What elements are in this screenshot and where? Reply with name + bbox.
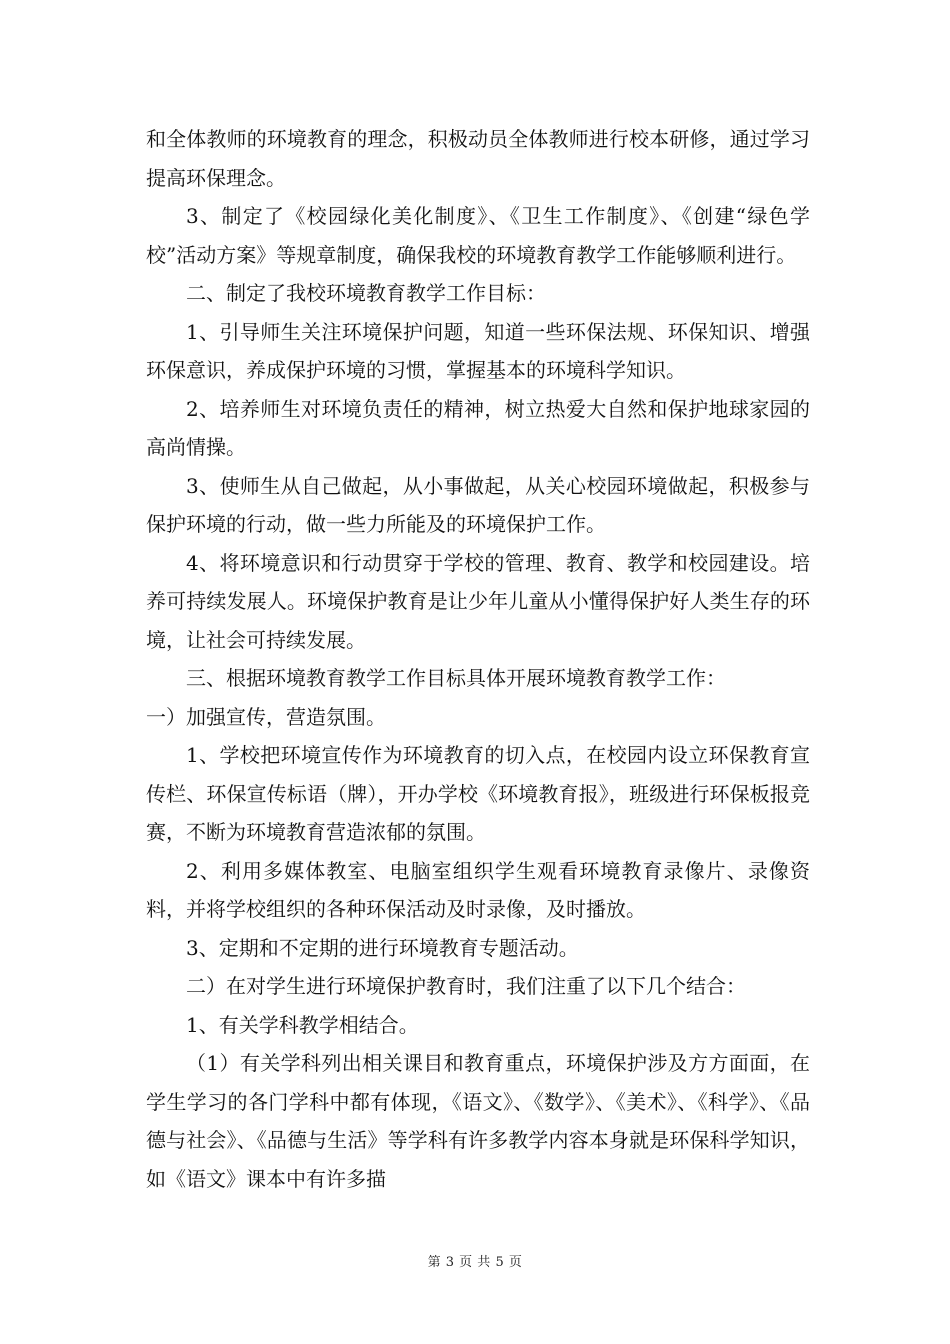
paragraph-publicity-3: 3、定期和不定期的进行环境教育专题活动。 [186,935,579,960]
document-body [146,120,810,1198]
page-number-footer: 第 3 页 共 5 页 [427,1255,523,1270]
paragraph-goal-3: 3、使师生从自己做起，从小事做起，从关心校园环境做起，积极参与保护环境的行动，做一些力所能及的环境保护工作。 [146,473,810,536]
paragraph-goal-4: 4、将环境意识和行动贯穿于学校的管理、教育、教学和校园建设。培养可持续发展人。环境保护教育是让少年儿童从小懂得保护好人类生存的环境，让社会可持续发展。 [146,550,810,652]
paragraph-continuation: 和全体教师的环境教育的理念，积极动员全体教师进行校本研修，通过学习提高环保理念。 [146,127,810,190]
paragraph-publicity-2: 2、利用多媒体教室、电脑室组织学生观看环境教育录像片、录像资料，并将学校组织的各种环保活动及时录像，及时播放。 [146,858,810,921]
subheading-combinations: 二）在对学生进行环境保护教育时，我们注重了以下几个结合： [186,974,746,998]
subheading-publicity: 一）加强宣传，营造氛围。 [146,704,386,729]
paragraph-goal-1: 1、引导师生关注环境保护问题，知道一些环保法规、环保知识、增强环保意识，养成保护环境的习惯，掌握基本的环境科学知识。 [146,319,810,382]
paragraph-publicity-1: 1、学校把环境宣传作为环境教育的切入点，在校园内设立环保教育宣传栏、环保宣传标语（牌），开办学校《环境教育报》，班级进行环保板报竞赛，不断为环境教育营造浓郁的氛围。 [146,743,810,844]
paragraph-subject-details: （1）有关学科列出相关课目和教育重点，环境保护涉及方方面面，在学生学习的各门学科中都有体现，《语文》、《数学》、《美术》、《科学》、《品德与社会》、《品德与生活》等学科有许多教学内容本身就是环保科学知识，如《语文》课本中有许多描 [146,1051,810,1191]
heading-section-two: 二、制定了我校环境教育教学工作目标： [186,281,546,305]
paragraph-goal-2: 2、培养师生对环境负责任的精神，树立热爱大自然和保护地球家园的高尚情操。 [146,396,810,459]
paragraph-regulations: 3、制定了《校园绿化美化制度》、《卫生工作制度》、《创建“绿色学校”活动方案》等规章制度，确保我校的环境教育教学工作能够顺利进行。 [146,204,810,267]
heading-section-three: 三、根据环境教育教学工作目标具体开展环境教育教学工作： [186,666,726,690]
paragraph-subject-teaching: 1、有关学科教学相结合。 [186,1012,419,1037]
